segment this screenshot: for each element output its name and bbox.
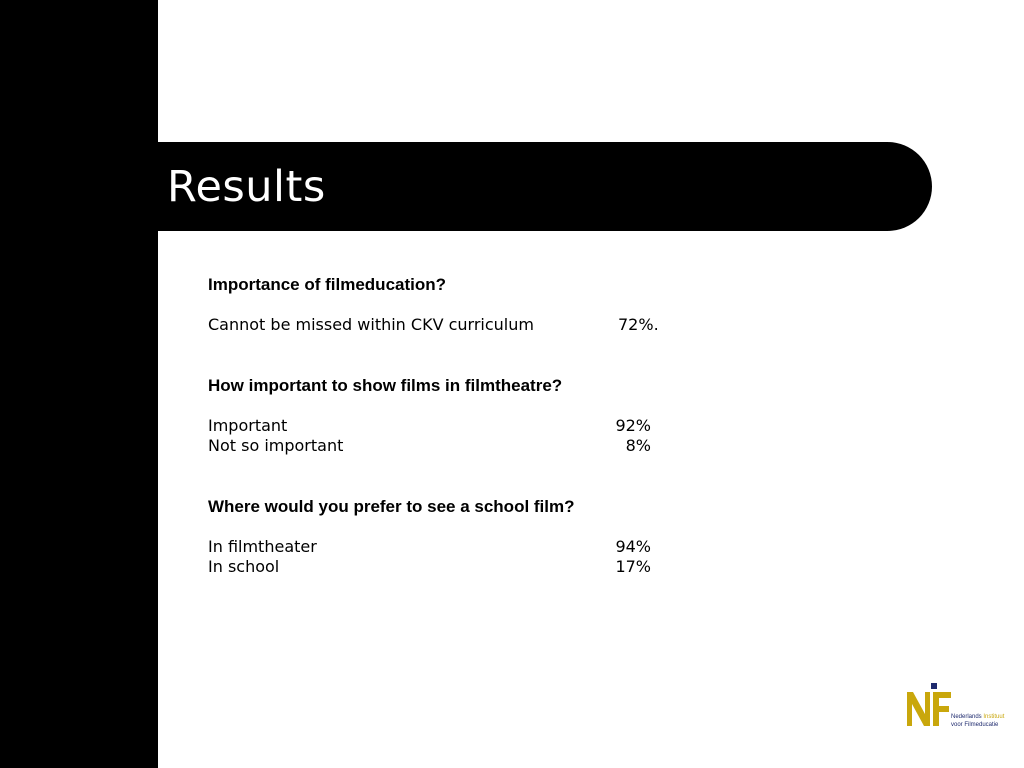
result-label: Not so important — [208, 436, 344, 455]
result-label: Cannot be missed within CKV curriculum — [208, 315, 534, 334]
result-row — [208, 436, 708, 456]
section-importance — [208, 274, 708, 335]
result-label: In school — [208, 557, 280, 576]
logo-wordmark — [951, 713, 1004, 729]
logo-line1-a: Nederlands — [951, 714, 982, 720]
result-row — [208, 416, 708, 436]
slide-title: Results — [167, 162, 326, 212]
question-heading: How important to show films in filmtheatre? — [208, 376, 563, 395]
result-value: 8% — [625, 436, 651, 455]
result-value: 72%. — [618, 315, 659, 334]
result-value: 94% — [615, 537, 651, 556]
result-value: 17% — [615, 557, 651, 576]
logo-line2-a: voor — [951, 722, 963, 728]
nif-logo — [905, 682, 1010, 732]
result-row — [208, 315, 708, 335]
question-heading: Where would you prefer to see a school film? — [208, 497, 575, 516]
result-row — [208, 557, 708, 577]
logo-line2-b: Filmeducatie — [964, 722, 999, 728]
result-value: 92% — [615, 416, 651, 435]
result-row — [208, 537, 708, 557]
result-label: In filmtheater — [208, 537, 317, 556]
logo-line1-b: Instituut — [983, 714, 1005, 720]
section-filmtheatre — [208, 375, 708, 456]
result-label: Important — [208, 416, 288, 435]
results-content — [208, 274, 708, 577]
section-location — [208, 496, 708, 577]
left-black-bar — [0, 0, 158, 768]
nif-logo-icon — [905, 682, 955, 732]
question-heading: Importance of filmeducation? — [208, 275, 447, 294]
